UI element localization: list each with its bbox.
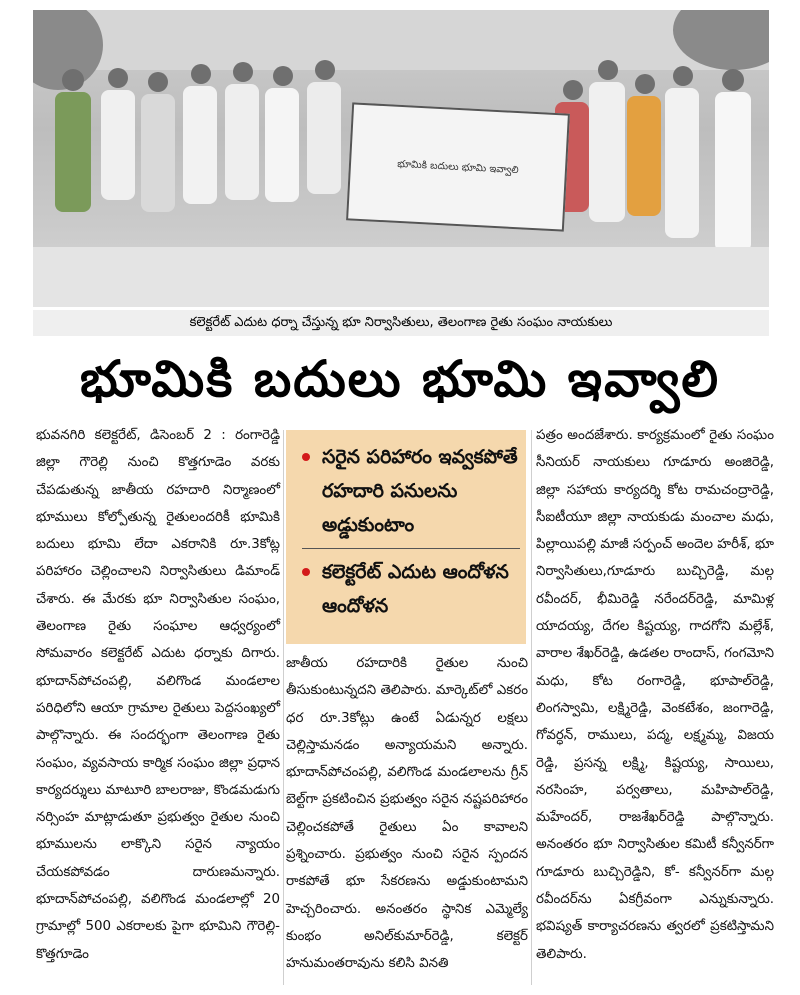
highlight-item [302, 440, 520, 542]
bullet-icon [302, 568, 310, 576]
column-divider [283, 430, 284, 985]
article-column-1 [36, 422, 280, 968]
highlights-box [286, 430, 526, 644]
news-photo [33, 10, 769, 307]
article-headline: భూమికి బదులు భూమి ఇవ్వాలి [79, 350, 721, 408]
highlight-text: కలెక్టరేట్ ఎదుట ఆందోళన ఆందోళన [322, 561, 509, 617]
highlight-item [302, 555, 520, 623]
column-divider [531, 430, 532, 985]
article-paragraph: భువనగిరి కలెక్టరేట్, డిసెంబర్ 2 : రంగారెడ్డి జిల్లా గౌరెల్లి నుంచి కొత్తగూడెం వరకు చేపడుతున్న జాతీయ రహదారి నిర్మాణంలో భూములు కోల్పోతున్న రైతులందరికీ భూమికి బదులు భూమి లేదా ఎకరానికి రూ.3కోట్ల పరిహారం చెల్లించాలని నిర్వాసితులు డిమాండ్ చేశారు. ఈ మేరకు భూ నిర్వాసితుల సంఘం, తెలంగాణ రైతు సంఘాల ఆధ్వర్యంలో సోమవారం కలెక్టరేట్ ఎదుట ధర్నాకు దిగారు. భూదాన్‌పోచంపల్లి, వలిగొండ మండలాల పరిధిలోని ఆయా గ్రామాల రైతులు పెద్దసంఖ్యలో పాల్గొన్నారు. ఈ సందర్భంగా తెలంగాణ రైతు సంఘం, వ్యవసాయ కార్మిక సంఘం జిల్లా ప్రధాన కార్యదర్శులు మాటూరి బాలరాజు, కొండమడుగు నర్సింహ మాట్లాడుతూ ప్రభుత్వం రైతుల నుంచి భూములను లాక్కొని సరైన న్యాయం చేయకపోవడం దారుణమన్నారు. భూదాన్‌పోచంపల్లి, వలిగొండ మండలాల్లో 20 గ్రామాల్లో 500 ఎకరాలకు పైగా భూమిని గౌరెల్లి-కొత్తగూడెం [36, 428, 280, 962]
protest-banner-text: భూమికి బదులు భూమి ఇవ్వాలి [397, 158, 519, 176]
article-column-2 [286, 650, 528, 978]
photo-caption: కలెక్టరేట్ ఎదుట ధర్నా చేస్తున్న భూ నిర్వాసితులు, తెలంగాణ రైతు సంఘం నాయకులు [33, 310, 769, 336]
article-column-3 [536, 422, 774, 968]
photo-ground [33, 247, 769, 307]
article-paragraph: జాతీయ రహదారికి రైతుల నుంచి తీసుకుంటున్నదని తెలిపారు. మార్కెట్‌లో ఎకరం ధర రూ.3కోట్లు ఉంటే ఏడున్నర లక్షలు చెల్లిస్తామనడం అన్యాయమని అన్నారు. భూదాన్‌పోచంపల్లి, వలిగొండ మండలాలను గ్రీన్ బెల్ట్‌గా ప్రకటించిన ప్రభుత్వం సరైన నష్టపరిహారం చెల్లించకపోతే రైతులు ఏం కావాలని ప్రశ్నించారు. ప్రభుత్వం నుంచి సరైన స్పందన రాకపోతే భూ సేకరణను అడ్డుకుంటామని హెచ్చరించారు. అనంతరం స్థానిక ఎమ్మెల్యే కుంభం అనిల్‌కుమార్‌రెడ్డి, కలెక్టర్ హనుమంతరావును కలిసి వినతి [286, 656, 528, 972]
highlight-text: సరైన పరిహారం ఇవ్వకపోతే రహదారి పనులను అడ్డుకుంటాం [322, 446, 518, 536]
protest-banner [346, 102, 570, 231]
article-paragraph: పత్రం అందజేశారు. కార్యక్రమంలో రైతు సంఘం సీనియర్ నాయకులు గూడూరు అంజిరెడ్డి, జిల్లా సహాయ కార్యదర్శి కోట రామచంద్రారెడ్డి, సీఐటీయూ జిల్లా నాయకుడు మంచాల మధు, పిల్లాయిపల్లి మాజీ సర్పంచ్ అందెల హరీశ్, భూ నిర్వాసితులు,గూడూరు బుచ్చిరెడ్డి, మల్గ రవీందర్, భీమిరెడ్డి నరేందర్‌రెడ్డి, మామిళ్ల యాదయ్య, దేగల కిష్టయ్య, గాదగోని మల్లేశ్, వారాల శేఖర్‌రెడ్డి, ఉడతల రాందాస్, గంగమోని మధు, కోట రంగారెడ్డి, భూపాల్‌రెడ్డి, లింగస్వామి, లక్ష్మిరెడ్డి, వెంకటేశం, జంగారెడ్డి, గోవర్ధన్, రాములు, పద్మ, లక్ష్మమ్మ, విజయ రెడ్డి, ప్రసన్న లక్ష్మి, కిష్టయ్య, సాయిలు, నరసింహ, పర్వతాలు, మహిపాల్‌రెడ్డి, మహేందర్, రాజశేఖర్‌రెడ్డి పాల్గొన్నారు. అనంతరం భూ నిర్వాసితుల కమిటీ కన్వీనర్‌గా గూడూరు బుచ్చిరెడ్డిని, కో- కన్వీనర్‌గా మల్గ రవీందర్‌ను ఏకగ్రీవంగా ఎన్నుకున్నారు. భవిష్యత్ కార్యాచరణను త్వరలో ప్రకటిస్తామని తెలిపారు. [536, 428, 774, 962]
bullet-icon [302, 453, 310, 461]
highlight-divider [302, 548, 520, 549]
